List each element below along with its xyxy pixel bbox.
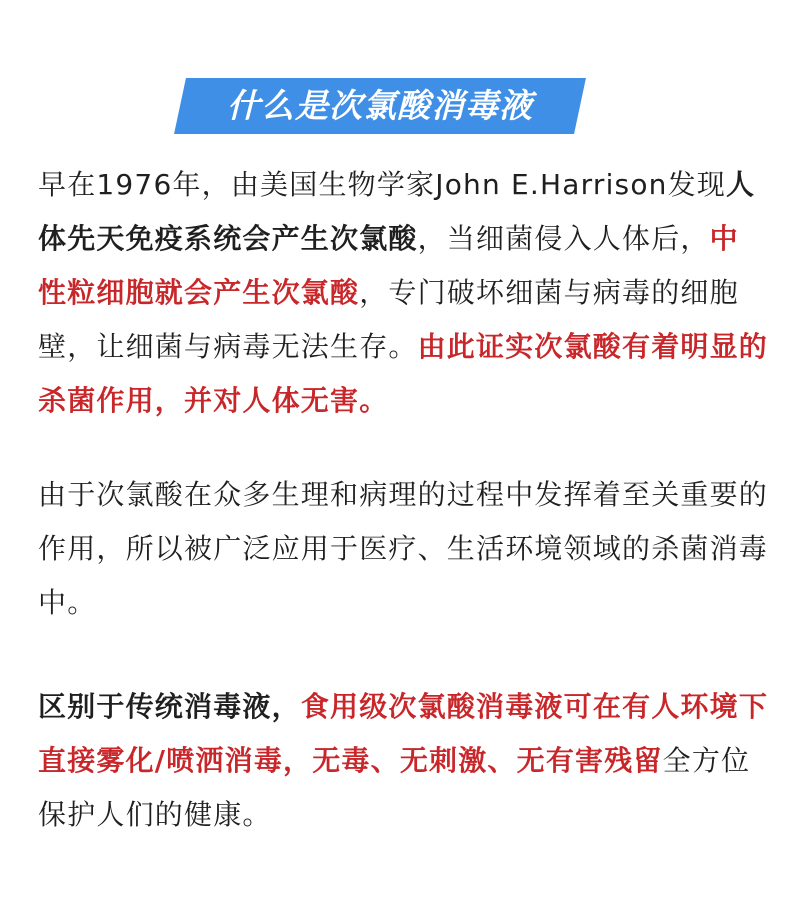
paragraph-history-red-neutrophil: 中性粒细胞就会产生次氯酸 — [38, 222, 739, 309]
paragraph-history-text-destroy: ，专门破坏细菌与病毒的细胞壁，让细菌与病毒无法生存。 — [38, 276, 739, 363]
paragraph-history — [38, 158, 768, 428]
paragraph-history-red-conclusion: 由此证实次氯酸有着明显的杀菌作用，并对人体无害。 — [38, 330, 769, 417]
title-banner — [180, 78, 580, 134]
paragraph-application — [38, 468, 768, 630]
paragraph-history-bold-immune: 人体先天免疫系统会产生次氯酸 — [38, 168, 756, 255]
paragraph-difference-bold-intro: 区别于传统消毒液， — [38, 690, 301, 723]
paragraph-history-text-invade: ，当细菌侵入人体后， — [417, 222, 710, 255]
paragraph-difference-text-end: 全方位保护人们的健康。 — [38, 744, 751, 831]
paragraph-difference — [38, 680, 768, 842]
paragraph-difference-red-claim: 食用级次氯酸消毒液可在有人环境下直接雾化/喷洒消毒，无毒、无刺激、无有害残留 — [38, 690, 769, 777]
page-title: 什么是次氯酸消毒液 — [227, 86, 533, 125]
paragraph-history-intro: 早在1976年，由美国生物学家John E.Harrison发现 — [38, 168, 727, 201]
paragraph-application-text: 由于次氯酸在众多生理和病理的过程中发挥着至关重要的作用，所以被广泛应用于医疗、生活环境领域的杀菌消毒中。 — [38, 478, 769, 619]
